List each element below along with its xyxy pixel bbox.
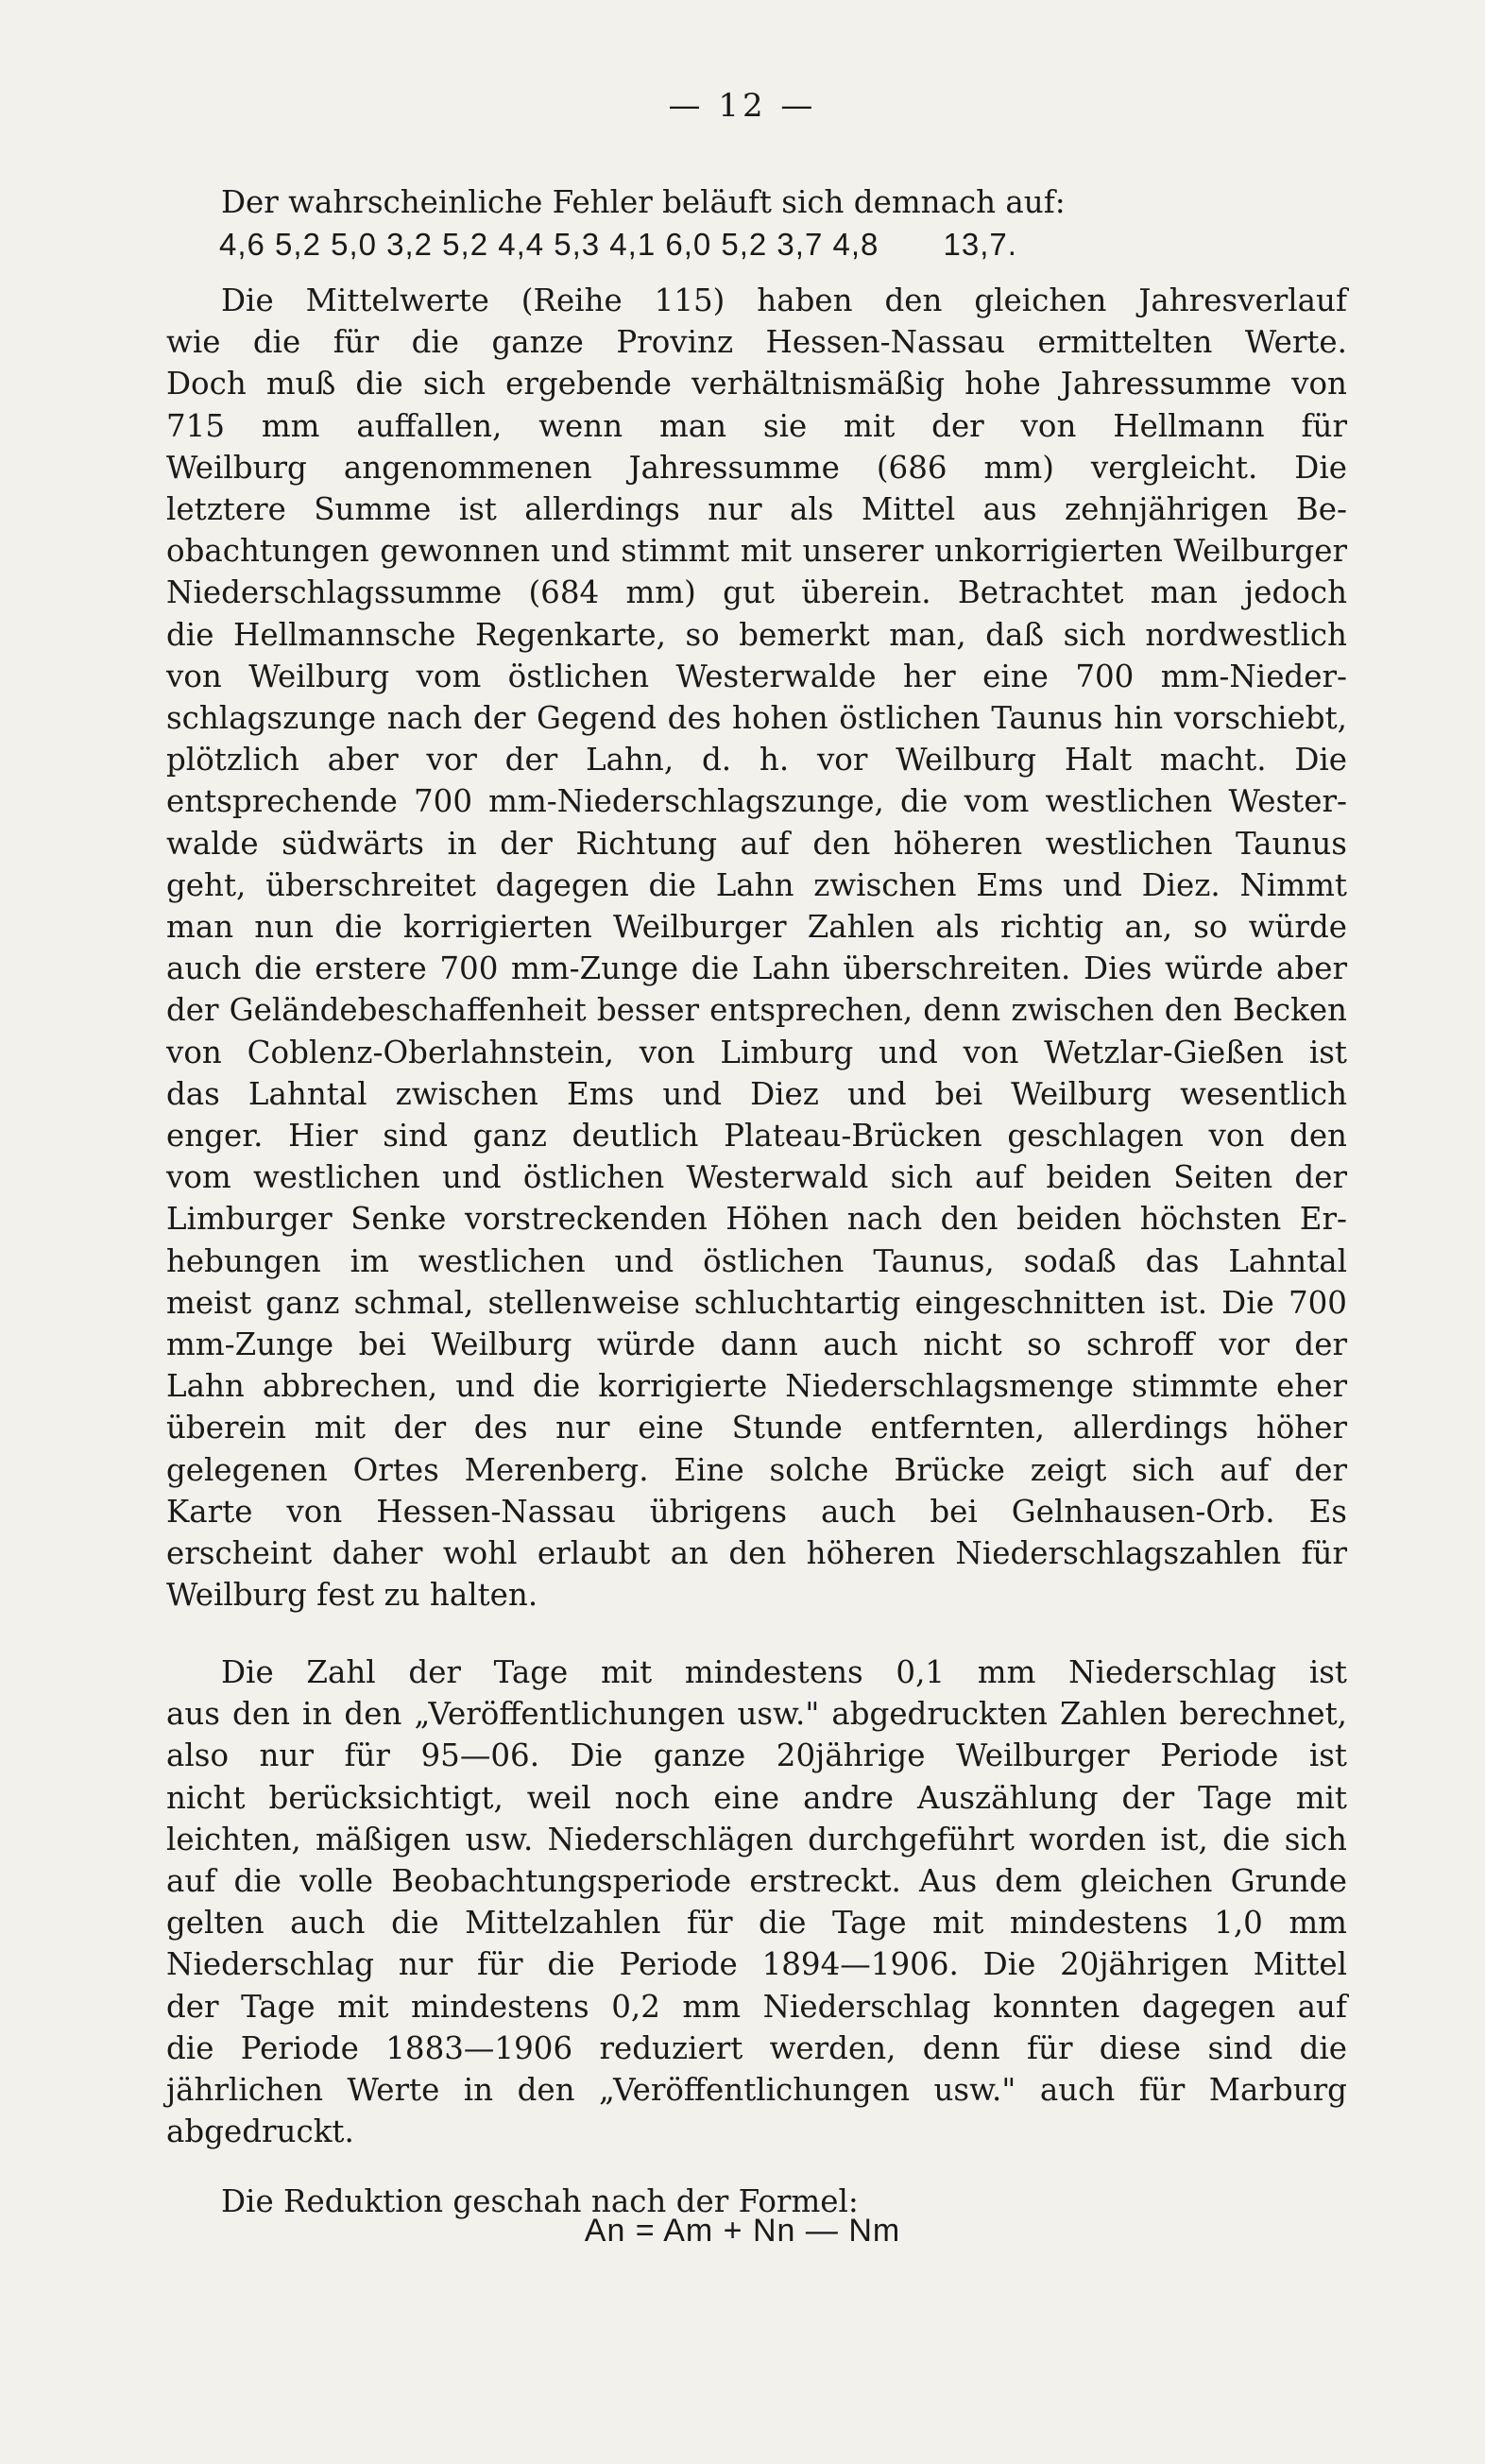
- text-line: vom westlichen und östlichen Westerwald sich auf beiden Seiten der: [166, 1159, 1347, 1196]
- text-line: von Weilburg vom östlichen Westerwalde her eine 700 mm-Nieder-: [166, 658, 1347, 694]
- text-line: gelten auch die Mittelzahlen für die Tage mit mindestens 1,0 mm: [166, 1905, 1347, 1942]
- text-line: Die Reduktion geschah nach der Formel:: [221, 2183, 859, 2219]
- text-line: Weilburg fest zu halten.: [166, 1577, 538, 1614]
- text-line: auf die volle Beobachtungsperiode erstreckt. Aus dem gleichen Grunde: [166, 1863, 1347, 1900]
- text-line: hebungen im westlichen und östlichen Taunus, sodaß das Lahntal: [166, 1242, 1347, 1279]
- text-line: Weilburg angenommenen Jahressumme (686 mm) vergleicht. Die: [166, 449, 1347, 486]
- text-line: aus den in den „Veröffentlichungen usw." abgedruckten Zahlen berechnet,: [166, 1696, 1347, 1733]
- text-line: der Tage mit mindestens 0,2 mm Niederschlag konnten dagegen auf: [166, 1988, 1347, 2025]
- text-line: gelegenen Ortes Merenberg. Eine solche Brücke zeigt sich auf der: [166, 1451, 1347, 1488]
- text-line: meist ganz schmal, stellenweise schluchtartig eingeschnitten ist. Die 700: [166, 1284, 1347, 1321]
- text-line: Karte von Hessen-Nassau übrigens auch bei Gelnhausen-Orb. Es: [166, 1493, 1347, 1530]
- text-line: Niederschlag nur für die Periode 1894—1906. Die 20jährigen Mittel: [166, 1946, 1347, 1983]
- text-line: entsprechende 700 mm-Niederschlagszunge, die vom westlichen Wester-: [166, 783, 1347, 820]
- text-line: das Lahntal zwischen Ems und Diez und bei Weilburg wesentlich: [166, 1075, 1347, 1112]
- text-line: jährlichen Werte in den „Veröffentlichungen usw." auch für Marburg: [166, 2072, 1347, 2109]
- text-line: Limburger Senke vorstreckenden Höhen nach den beiden höchsten Er-: [166, 1201, 1347, 1238]
- reduction-formula: An = Am + Nn — Nm: [584, 2213, 901, 2249]
- text-line: von Coblenz-Oberlahnstein, von Limburg und von Wetzlar-Gießen ist: [166, 1034, 1347, 1070]
- paragraph-mean-values: [166, 280, 1347, 1617]
- text-line: Doch muß die sich ergebende verhältnismäßig hohe Jahressumme von: [166, 366, 1347, 402]
- text-line: der Geländebeschaffenheit besser entsprechen, denn zwischen den Becken: [166, 992, 1347, 1029]
- text-line: plötzlich aber vor der Lahn, d. h. vor Weilburg Halt macht. Die: [166, 742, 1347, 779]
- text-line: auch die erstere 700 mm-Zunge die Lahn überschreiten. Dies würde aber: [166, 950, 1347, 987]
- text-line: die Periode 1883—1906 reduziert werden, denn für diese sind die: [166, 2029, 1347, 2066]
- text-line: nicht berücksichtigt, weil noch eine andre Auszählung der Tage mit: [166, 1779, 1347, 1816]
- text-line: leichten, mäßigen usw. Niederschlägen durchgeführt worden ist, die sich: [166, 1821, 1347, 1857]
- text-line: man nun die korrigierten Weilburger Zahlen als richtig an, so würde: [166, 909, 1347, 946]
- text-line: Die Mittelwerte (Reihe 115) haben den gleichen Jahresverlauf: [221, 282, 1347, 318]
- errors-sum: 13,7.: [943, 227, 1017, 262]
- page-number: — 12 —: [668, 87, 817, 125]
- text-line: abgedruckt.: [166, 2113, 354, 2150]
- text-line: erscheint daher wohl erlaubt an den höheren Niederschlagszahlen für: [166, 1535, 1347, 1572]
- text-line: walde südwärts in der Richtung auf den höheren westlichen Taunus: [166, 825, 1347, 862]
- text-line: also nur für 95—06. Die ganze 20jährige Weilburger Periode ist: [166, 1737, 1347, 1774]
- text-line: letztere Summe ist allerdings nur als Mittel aus zehnjährigen Be-: [166, 491, 1347, 528]
- text-line: Niederschlagssumme (684 mm) gut überein. Betrachtet man jedoch: [166, 574, 1347, 611]
- text-line: überein mit der des nur eine Stunde entfernten, allerdings höher: [166, 1410, 1347, 1446]
- errors-values-row: [219, 227, 1017, 263]
- errors-intro: [166, 181, 1347, 223]
- text-line: 715 mm auffallen, wenn man sie mit der von Hellmann für: [166, 407, 1347, 444]
- text-line: wie die für die ganze Provinz Hessen-Nassau ermittelten Werte.: [166, 324, 1347, 361]
- text-line: Die Zahl der Tage mit mindestens 0,1 mm Niederschlag ist: [221, 1654, 1347, 1690]
- text-line: obachtungen gewonnen und stimmt mit unserer unkorrigierten Weilburger: [166, 533, 1347, 570]
- text-line: die Hellmannsche Regenkarte, so bemerkt man, daß sich nordwestlich: [166, 616, 1347, 653]
- paragraph-rain-days: [166, 1651, 1347, 2152]
- text-line: schlagszunge nach der Gegend des hohen östlichen Taunus hin vorschiebt,: [166, 700, 1347, 737]
- text-line: mm-Zunge bei Weilburg würde dann auch nicht so schroff vor der: [166, 1326, 1347, 1363]
- text-line: geht, überschreitet dagegen die Lahn zwischen Ems und Diez. Nimmt: [166, 866, 1347, 903]
- text-line: enger. Hier sind ganz deutlich Plateau-Brücken geschlagen von den: [166, 1118, 1347, 1155]
- text-line: Lahn abbrechen, und die korrigierte Niederschlagsmenge stimmte eher: [166, 1368, 1347, 1405]
- errors-values: 4,6 5,2 5,0 3,2 5,2 4,4 5,3 4,1 6,0 5,2 3,7 4,8: [219, 227, 879, 262]
- errors-intro-text: Der wahrscheinliche Fehler beläuft sich demnach auf:: [221, 184, 1066, 220]
